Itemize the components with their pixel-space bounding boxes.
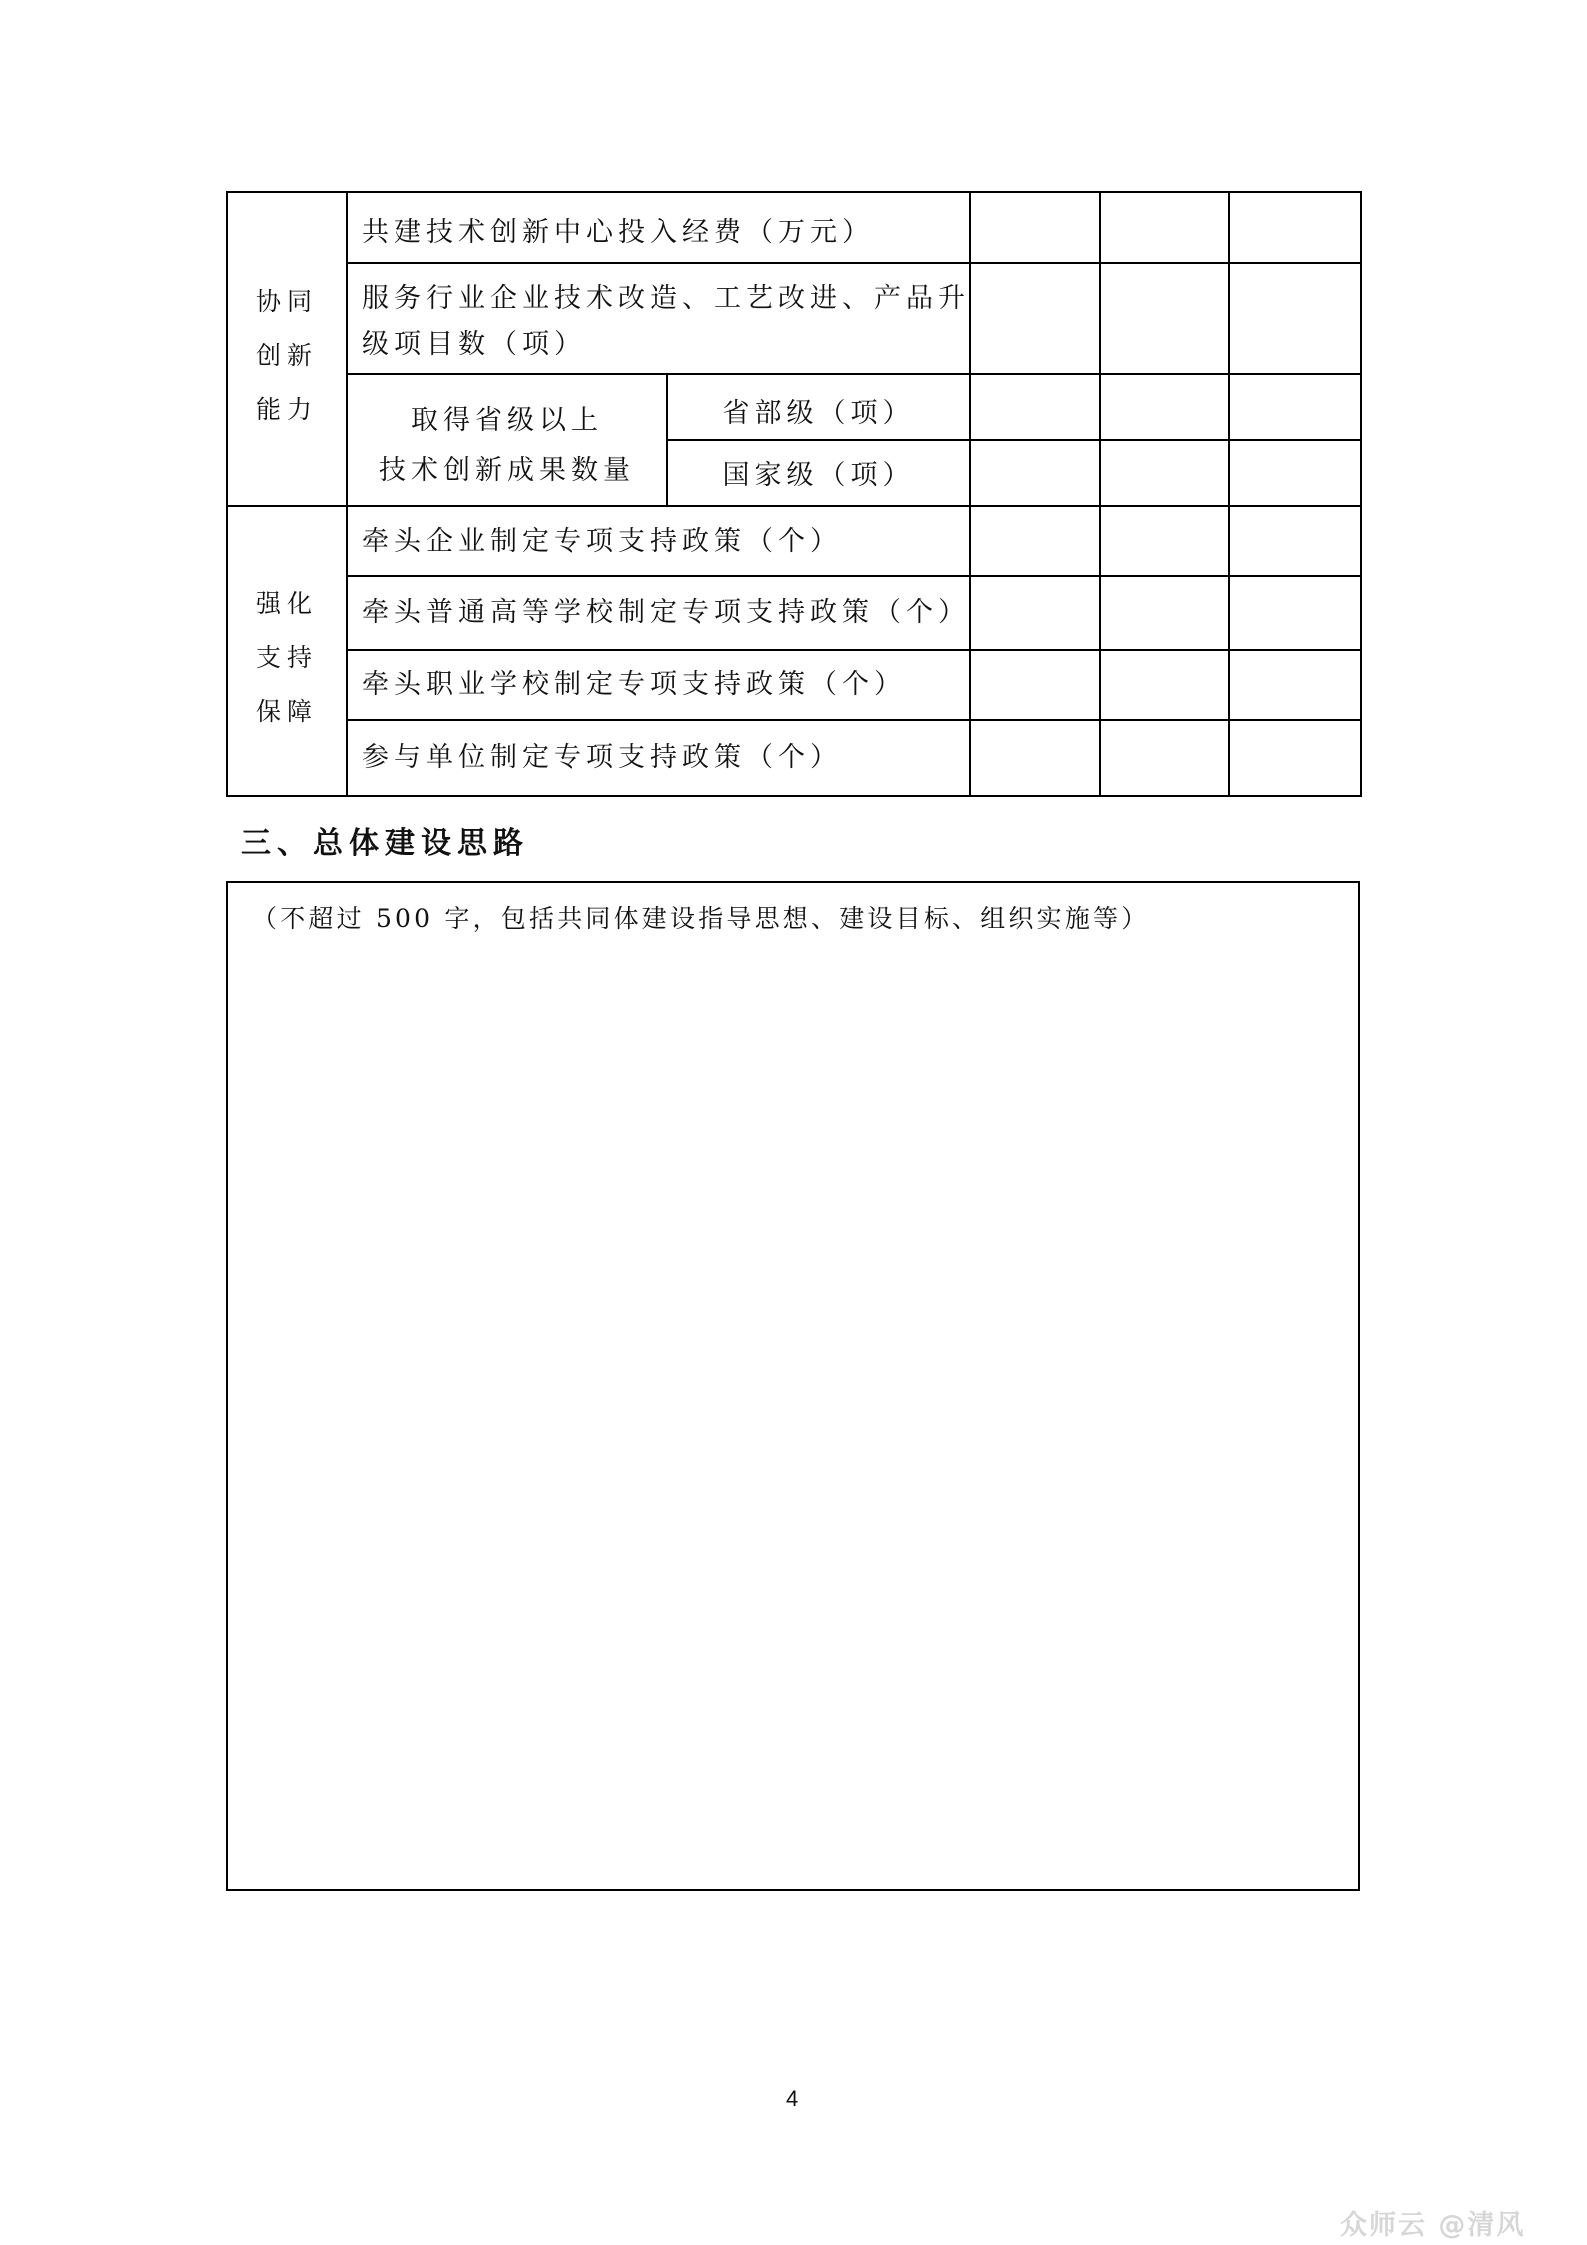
category-line: 协同 [255,287,318,316]
group-label-provincial-achievements-line2: 技术创新成果数量 [379,455,635,486]
value-cell[interactable] [1230,375,1360,439]
watermark: 众师云 @清风 [1340,2210,1526,2241]
value-cell[interactable] [1230,441,1360,505]
overall-approach-textbox[interactable] [226,881,1360,1891]
value-cell[interactable] [1101,721,1228,795]
value-cell[interactable] [971,721,1099,795]
value-cell[interactable] [1101,577,1228,649]
value-cell[interactable] [1230,721,1360,795]
row-label-lead-university-policy: 牵头普通高等学校制定专项支持政策（个） [362,597,970,628]
row-label-tech-upgrade-projects-line2: 级项目数（项） [362,329,586,360]
row-label-tech-upgrade-projects-line1: 服务行业企业技术改造、工艺改进、产品升 [362,283,970,314]
subrow-label-national: 国家级（项） [722,460,915,491]
row-label-participant-policy: 参与单位制定专项支持政策（个） [362,742,842,773]
value-cell[interactable] [971,441,1099,505]
row-label-lead-enterprise-policy: 牵头企业制定专项支持政策（个） [362,526,842,557]
row-label-lead-vocational-school-policy: 牵头职业学校制定专项支持政策（个） [362,669,906,700]
group-label-provincial-achievements-line1: 取得省级以上 [411,405,603,436]
value-cell[interactable] [1101,193,1228,262]
category-line: 能力 [255,395,318,424]
category-line: 保障 [255,697,318,726]
value-cell[interactable] [971,577,1099,649]
value-cell[interactable] [1230,577,1360,649]
category-line: 强化 [255,589,318,618]
table-border-right [1360,191,1362,797]
value-cell[interactable] [1230,507,1360,575]
category-line: 创新 [255,341,318,370]
row-label-innovation-center-funding: 共建技术创新中心投入经费（万元） [362,217,874,248]
section-heading-overall-approach: 三、总体建设思路 [241,826,529,861]
subrow-label-provincial: 省部级（项） [722,398,915,429]
value-cell[interactable] [971,193,1099,262]
value-cell[interactable] [1230,651,1360,719]
value-cell[interactable] [971,264,1099,373]
category-line: 支持 [255,643,318,672]
value-cell[interactable] [971,375,1099,439]
category-collaborative-innovation [227,275,347,437]
category-support-guarantee [227,577,347,739]
table-border-bottom [226,795,1362,797]
value-cell[interactable] [1101,264,1228,373]
value-cell[interactable] [1101,651,1228,719]
value-cell[interactable] [1101,441,1228,505]
value-cell[interactable] [1230,193,1360,262]
value-cell[interactable] [1230,264,1360,373]
value-cell[interactable] [971,651,1099,719]
overall-approach-hint: （不超过 500 字，包括共同体建设指导思想、建设目标、组织实施等） [252,904,1150,933]
value-cell[interactable] [971,507,1099,575]
value-cell[interactable] [1101,375,1228,439]
value-cell[interactable] [1101,507,1228,575]
page-number: 4 [786,2086,799,2111]
